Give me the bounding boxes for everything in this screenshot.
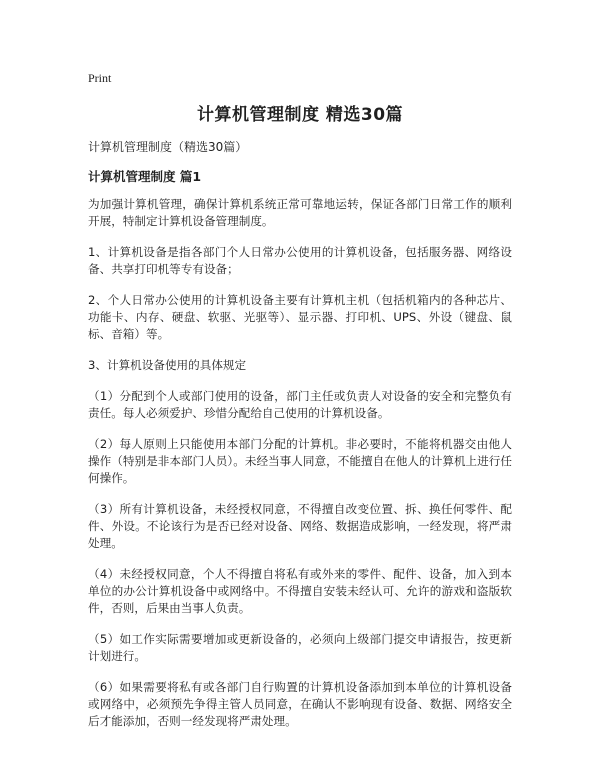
print-link[interactable]: Print [88,71,112,85]
paragraph-rule-3: （3）所有计算机设备，未经授权同意，不得擅自改变位置、拆、换任何零件、配件、外设。不论该行为是否已经对设备、网络、数据造成影响，一经发现，将严肃处理。 [88,502,512,550]
paragraph-item-3: 3、计算机设备使用的具体规定 [88,358,247,372]
paragraph-rule-2: （2）每人原则上只能使用本部门分配的计算机。非必要时，不能将机器交由他人操作（特别是非本部门人员）。未经当事人同意，不能擅自在他人的计算机上进行任何操作。 [88,437,512,485]
paragraph-rule-4: （4）未经授权同意，个人不得擅自将私有或外来的零件、配件、设备，加入到本单位的办公计算机设备中或网络中。不得擅自安装未经认可、允许的游戏和盗版软件，否则，后果由当事人负责。 [88,567,512,615]
paragraph-rule-1: （1）分配到个人或部门使用的设备，部门主任或负责人对设备的安全和完整负有责任。每人必须爱护、珍惜分配给自己使用的计算机设备。 [88,389,512,420]
paragraph-item-1: 1、计算机设备是指各部门个人日常办公使用的计算机设备，包括服务器、网络设备、共享打印机等专有设备； [88,245,512,276]
page-subtitle: 计算机管理制度（精选30篇） [88,140,248,154]
paragraph-item-2: 2、个人日常办公使用的计算机设备主要有计算机主机（包括机箱内的各种芯片、功能卡、内存、硬盘、软驱、光驱等）、显示器、打印机、UPS、外设（键盘、鼠标、音箱）等。 [88,293,512,341]
paragraph-rule-6: （6）如果需要将私有或各部门自行购置的计算机设备添加到本单位的计算机设备或网络中，必须预先争得主管人员同意，在确认不影响现有设备、数据、网络安全后才能添加，否则一经发现将严肃处理。 [88,680,512,728]
paragraph-intro: 为加强计算机管理，确保计算机系统正常可靠地运转，保证各部门日常工作的顺利开展，特制定计算机设备管理制度。 [88,197,512,228]
page-title: 计算机管理制度 精选30篇 [196,105,404,125]
paragraph-rule-5: （5）如工作实际需要增加或更新设备的，必须向上级部门提交申请报告，按更新计划进行。 [88,632,512,663]
section-heading: 计算机管理制度 篇1 [88,169,202,184]
